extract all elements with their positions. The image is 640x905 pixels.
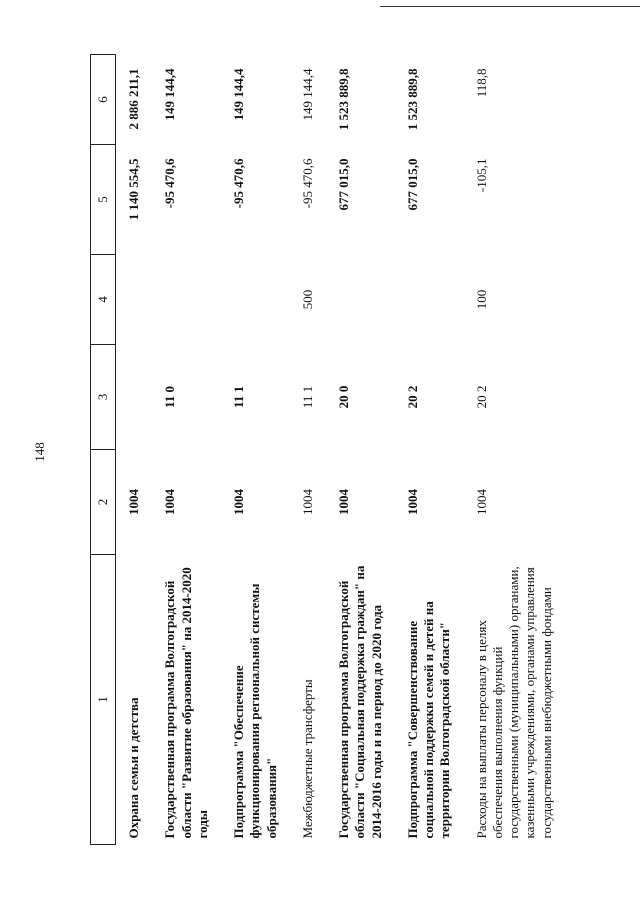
row-kind: [326, 255, 395, 345]
table-row: [116, 55, 153, 845]
row-kind: [395, 255, 464, 345]
row-section: 1004: [336, 489, 351, 515]
row-kind: [221, 255, 290, 345]
row-target: 11 1: [299, 385, 315, 409]
budget-table: [90, 54, 565, 845]
page-number: 148: [32, 442, 47, 462]
row-total: 149 144,4: [231, 68, 246, 121]
table-row: [152, 55, 221, 845]
row-total: 149 144,4: [162, 68, 178, 121]
column-number-row: [91, 55, 116, 845]
column-header: 2: [91, 450, 116, 555]
table-row: [326, 55, 395, 845]
row-total: 1 523 889,8: [336, 68, 351, 131]
row-kind: 500: [299, 289, 315, 310]
row-total: 118,8: [473, 68, 489, 98]
row-total: 1 523 889,8: [404, 68, 420, 131]
row-name: Расходы на выплаты персоналу в целях обеспечения выполнения функций государственными (муниципальными) органами, казенными учреждениями, органами управления государственными внебюджетными фондами: [473, 566, 554, 839]
column-header: 4: [91, 255, 116, 345]
row-change: -105,1: [473, 158, 489, 193]
row-target: 11 1: [231, 385, 246, 409]
column-header: 1: [91, 555, 116, 845]
row-name: Межбюджетные трансферты: [299, 679, 315, 839]
row-name: Подпрограмма "Обеспечение функционирования региональной системы образования": [231, 583, 279, 839]
row-target: [116, 345, 153, 450]
row-change: 677 015,0: [404, 158, 420, 211]
row-total: 149 144,4: [299, 68, 315, 121]
table-row: [464, 55, 565, 845]
top-rule: [380, 6, 640, 7]
row-total: 2 886 211,1: [126, 68, 141, 130]
row-section: 1004: [404, 489, 420, 515]
row-name: Подпрограмма "Совершенствование социальной поддержки семей и детей на территории Волгоградской области": [404, 601, 453, 839]
row-name: Государственная программа Волгоградской области "Социальная поддержка граждан" на 2014-2016 годы и на период до 2020 года: [336, 565, 384, 839]
row-target: 11 0: [162, 385, 178, 409]
budget-table-container: [90, 55, 565, 845]
row-change: 1 140 554,5: [126, 158, 141, 221]
row-change: -95 470,6: [231, 158, 246, 209]
table-row: [290, 55, 326, 845]
table-row: [395, 55, 464, 845]
column-header: 3: [91, 345, 116, 450]
row-name: Охрана семьи и детства: [126, 697, 141, 839]
row-kind: [152, 255, 221, 345]
row-target: 20 2: [473, 385, 489, 409]
column-header: 5: [91, 145, 116, 255]
row-change: -95 470,6: [299, 158, 315, 209]
row-kind: [116, 255, 153, 345]
row-change: 677 015,0: [336, 158, 351, 211]
table-row: [221, 55, 290, 845]
row-target: 20 2: [404, 385, 420, 409]
row-kind: 100: [473, 289, 489, 310]
row-target: 20 0: [336, 385, 351, 409]
row-section: 1004: [231, 489, 246, 515]
row-section: 1004: [299, 489, 315, 515]
row-section: 1004: [162, 489, 178, 515]
row-name: Государственная программа Волгоградской области "Развитие образования" на 2014-2020 годы: [162, 567, 210, 839]
row-change: -95 470,6: [162, 158, 178, 209]
row-section: 1004: [126, 489, 141, 515]
column-header: 6: [91, 55, 116, 145]
row-section: 1004: [473, 489, 489, 515]
